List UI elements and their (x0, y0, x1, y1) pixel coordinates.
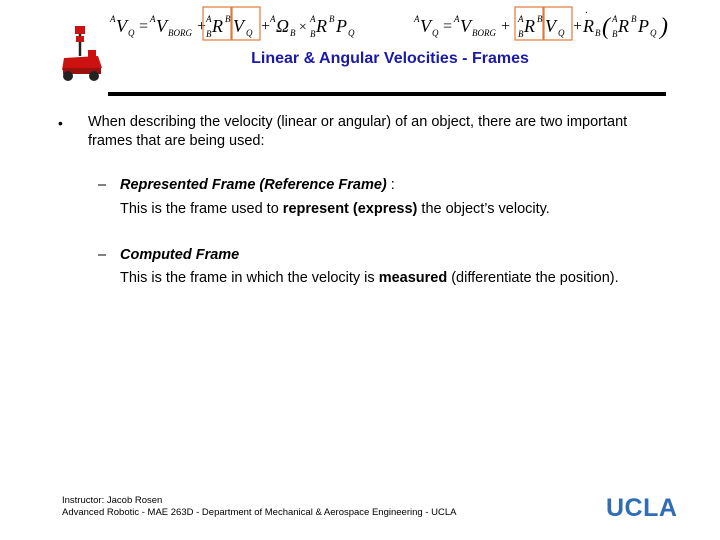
svg-text:B: B (206, 29, 212, 39)
svg-text:+: + (260, 18, 271, 35)
svg-text:B: B (310, 29, 316, 39)
svg-text:R: R (524, 16, 535, 36)
description-emphasis: measured (378, 270, 448, 286)
svg-text:A: A (310, 14, 316, 24)
svg-text:A: A (454, 14, 460, 24)
svg-text:V: V (545, 16, 556, 36)
bullet-marker: • (58, 115, 63, 131)
intro-paragraph: When describing the velocity (linear or angular) of an object, there are two important frames that are being used: (88, 114, 628, 149)
svg-text:A: A (110, 14, 116, 24)
svg-text:B: B (612, 29, 618, 39)
computed-frame-description (120, 270, 619, 286)
svg-text:Q: Q (650, 28, 657, 38)
svg-text:P: P (336, 16, 347, 36)
represented-frame-term: Represented Frame (Reference Frame) (120, 177, 387, 193)
footer-course: Advanced Robotic - MAE 263D - Department of Mechanical & Aerospace Engineering - UCLA (62, 507, 457, 518)
svg-text:B: B (595, 28, 601, 38)
svg-text:A: A (518, 14, 524, 24)
title-divider (108, 92, 666, 96)
svg-text:B: B (518, 29, 524, 39)
description-text: This is the frame used to (120, 201, 283, 217)
description-emphasis: represent (express) (282, 201, 418, 217)
description-text: (differentiate the position). (447, 270, 619, 286)
svg-text:R: R (583, 16, 594, 36)
footer-instructor: Instructor: Jacob Rosen (62, 495, 163, 506)
description-text: This is the frame in which the velocity is (120, 270, 379, 286)
computed-frame-term: Computed Frame (120, 247, 240, 263)
svg-text:BORG: BORG (168, 28, 192, 38)
svg-text:B: B (329, 14, 335, 24)
dash-marker: – (98, 177, 107, 193)
svg-text:=: = (442, 18, 453, 35)
svg-text:Q: Q (128, 28, 135, 38)
svg-text:+: + (500, 18, 511, 35)
svg-text:A: A (150, 14, 156, 24)
svg-text:B: B (631, 14, 637, 24)
svg-text:Q: Q (432, 28, 439, 38)
heading-suffix: : (386, 177, 395, 193)
ucla-logo: UCLA (606, 494, 678, 522)
svg-text:V: V (233, 16, 244, 36)
svg-text:B: B (225, 14, 231, 24)
svg-text:Ω: Ω (276, 16, 290, 36)
footer-credits (62, 495, 456, 519)
svg-text:V: V (156, 16, 167, 36)
represented-frame-description (120, 201, 550, 217)
svg-text:): ) (660, 14, 668, 40)
description-text: the object’s velocity. (417, 201, 550, 217)
robot-icon (58, 26, 106, 84)
svg-text:P: P (638, 16, 649, 36)
svg-text:A: A (414, 14, 420, 24)
svg-text:·: · (585, 8, 588, 19)
svg-text:Q: Q (558, 28, 565, 38)
represented-frame-heading (120, 177, 395, 193)
svg-text:Q: Q (246, 28, 253, 38)
dash-marker: – (98, 247, 107, 263)
svg-text:A: A (270, 14, 276, 24)
equation-rotating-frame (412, 6, 720, 46)
svg-text:A: A (206, 14, 212, 24)
svg-text:BORG: BORG (472, 28, 496, 38)
svg-text:R: R (212, 16, 223, 36)
svg-text:V: V (460, 16, 471, 36)
svg-text:R: R (618, 16, 629, 36)
svg-text:B: B (290, 28, 296, 38)
page-title: Linear & Angular Velocities - Frames (251, 50, 529, 67)
svg-text:V: V (116, 16, 127, 36)
svg-text:A: A (612, 14, 618, 24)
svg-text:+: + (196, 18, 207, 35)
svg-text:=: = (138, 18, 149, 35)
svg-text:×: × (298, 20, 308, 35)
equation-linear-angular (108, 6, 438, 46)
svg-text:V: V (420, 16, 431, 36)
svg-text:B: B (537, 14, 543, 24)
svg-text:Q: Q (348, 28, 355, 38)
svg-text:(: ( (602, 14, 610, 40)
computed-frame-heading (120, 247, 239, 263)
svg-text:+: + (572, 18, 583, 35)
svg-text:R: R (316, 16, 327, 36)
